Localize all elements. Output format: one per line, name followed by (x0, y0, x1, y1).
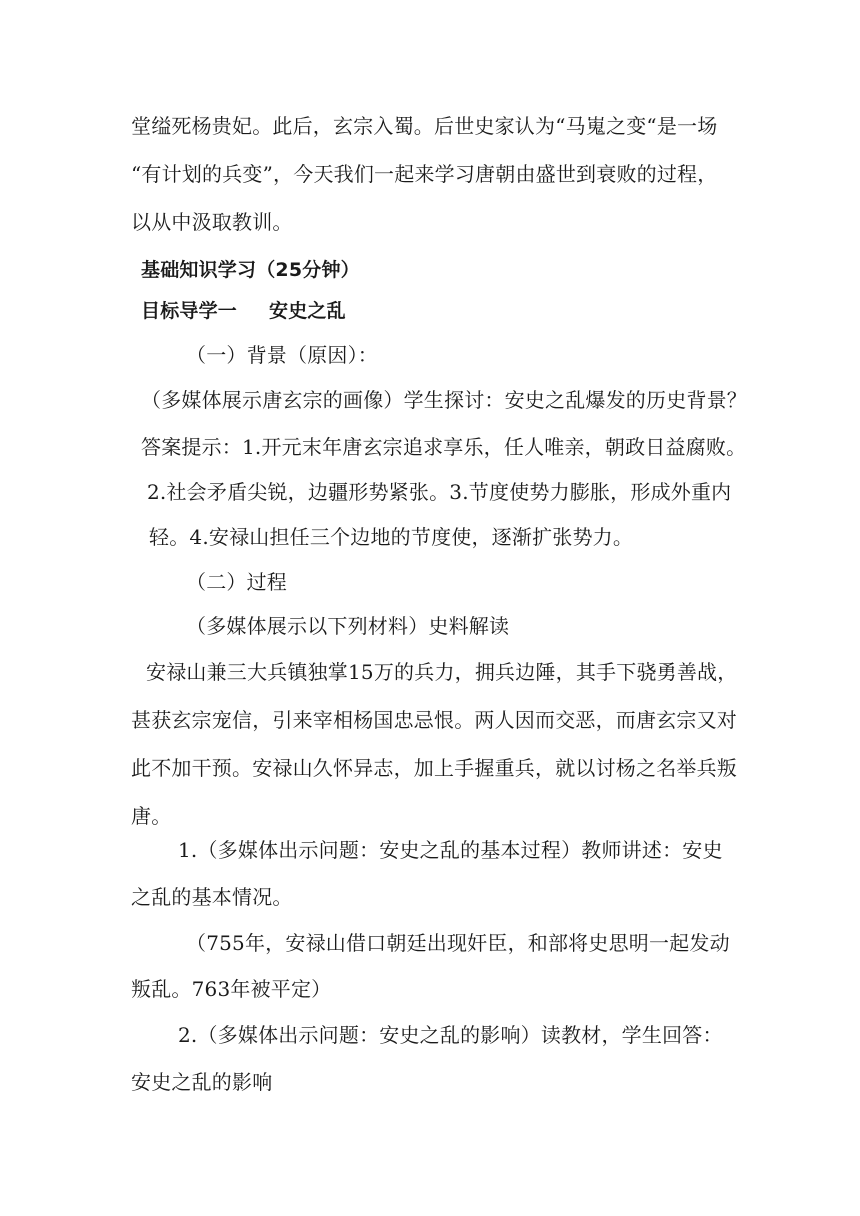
paragraph-line: 安史之乱的影响 (131, 1070, 273, 1094)
paragraph-line: 此不加干预。安禄山久怀异志，加上手握重兵，就以讨杨之名举兵叛 (131, 756, 737, 780)
paragraph-line: 轻。4.安禄山担任三个边地的节度使，逐渐扩张势力。 (149, 525, 634, 549)
paragraph-line: 答案提示：1.开元末年唐玄宗追求享乐，任人唯亲，朝政日益腐败。 (141, 435, 747, 459)
paragraph-line: 之乱的基本情况。 (131, 885, 293, 909)
paragraph-line: “有计划的兵变”，今天我们一起来学习唐朝由盛世到衰败的过程， (131, 162, 718, 186)
paragraph-line: 2.社会矛盾尖锐，边疆形势紧张。3.节度使势力膨胀，形成外重内 (147, 480, 732, 504)
paragraph-line: 唐。 (131, 804, 172, 828)
paragraph-line: （多媒体展示唐玄宗的画像）学生探讨：安史之乱爆发的历史背景？ (141, 388, 747, 412)
item-heading: （一）背景（原因）： (186, 343, 378, 367)
subsection-label: 目标导学一 (141, 300, 238, 322)
subsection-heading (141, 297, 346, 325)
paragraph-line: 2.（多媒体出示问题：安史之乱的影响）读教材，学生回答： (178, 1023, 723, 1047)
paragraph-line: 安禄山兼三大兵镇独掌15万的兵力，拥兵边陲，其手下骁勇善战， (146, 660, 738, 684)
paragraph-line: 堂缢死杨贵妃。此后，玄宗入蜀。后世史家认为“马嵬之变“是一场 (131, 114, 718, 138)
section-heading: 基础知识学习（25分钟） (141, 259, 360, 281)
paragraph-line: 1.（多媒体出示问题：安史之乱的基本过程）教师讲述：安史 (178, 838, 723, 862)
item-heading: （二）过程 (186, 570, 287, 594)
paragraph-line: 以从中汲取教训。 (131, 210, 293, 234)
paragraph-line: （多媒体展示以下列材料）史料解读 (186, 614, 510, 638)
subsection-title: 安史之乱 (269, 300, 346, 322)
paragraph-line: （755年，安禄山借口朝廷出现奸臣，和部将史思明一起发动 (186, 931, 730, 955)
paragraph-line: 叛乱。763年被平定） (131, 977, 332, 1001)
paragraph-line: 甚获玄宗宠信，引来宰相杨国忠忌恨。两人因而交恶，而唐玄宗又对 (131, 708, 737, 732)
